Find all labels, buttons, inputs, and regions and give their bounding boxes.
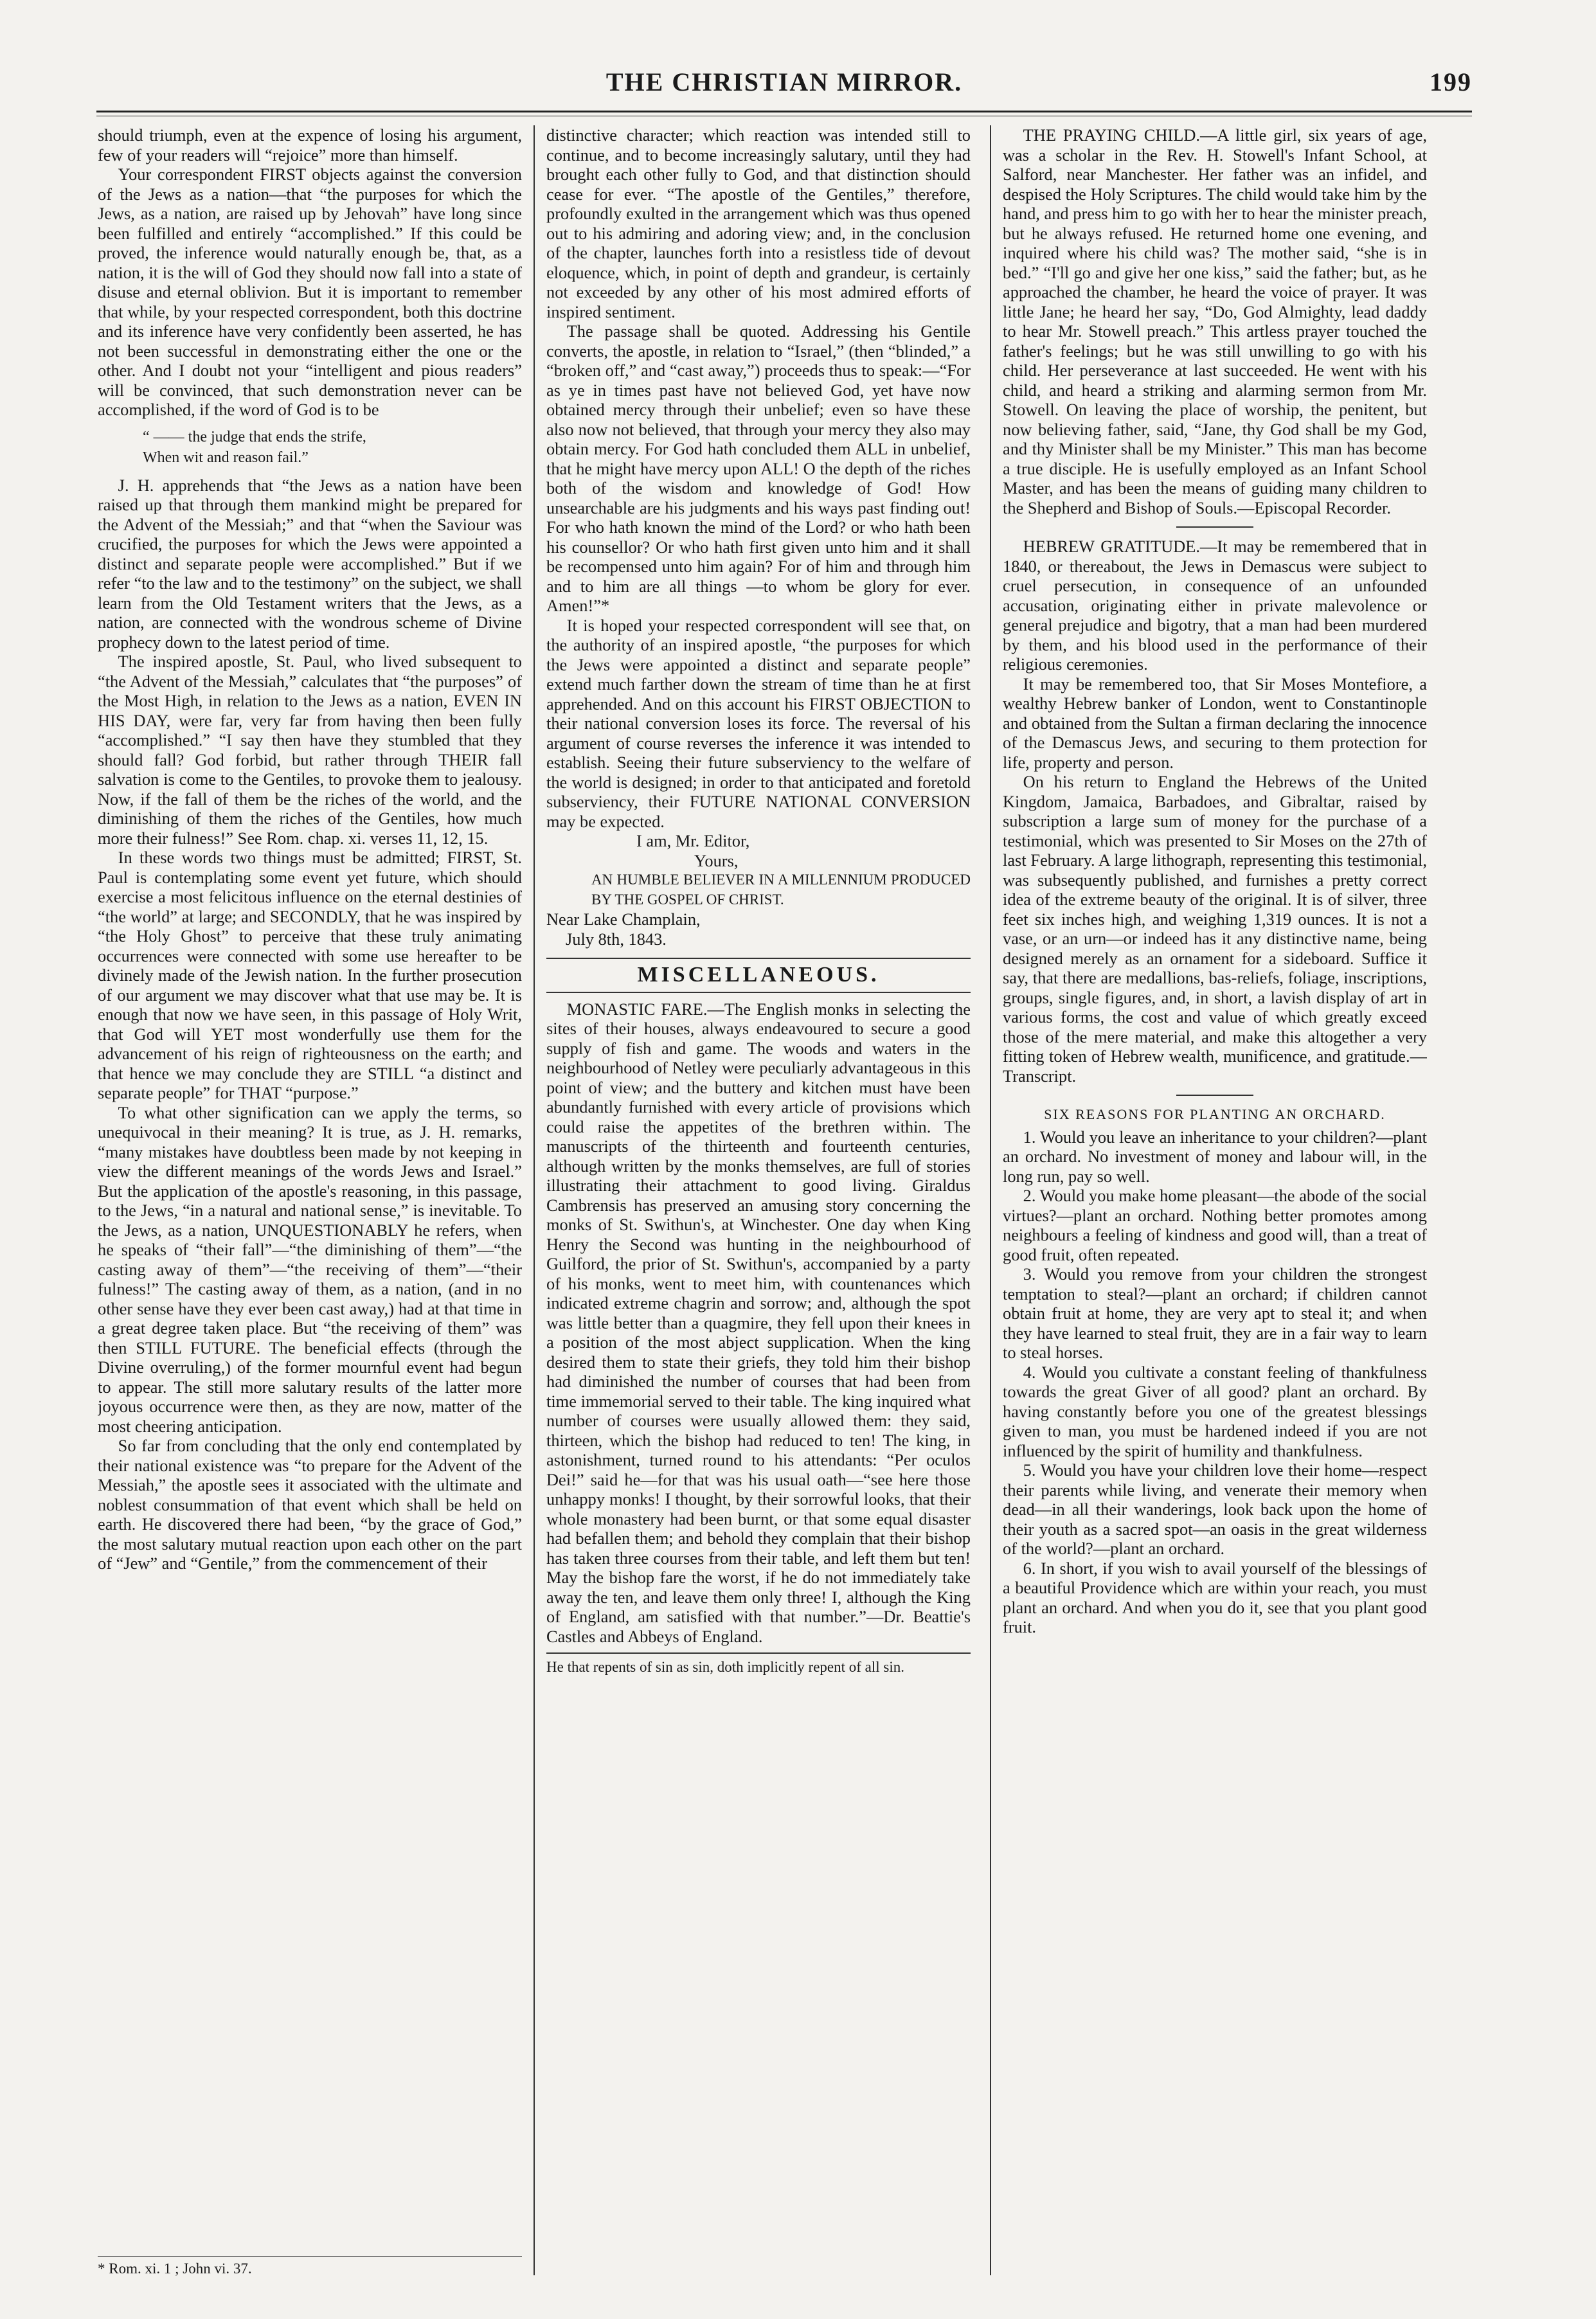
paragraph: It may be remembered too, that Sir Moses Montefiore, a wealthy Hebrew banker of London, went to Constantinople and obtained from the Sultan a firman declaring the innocence of the Demascus Jews, and securing to them protection for life, property and person. [1003,674,1427,772]
article-paragraph [1003,125,1427,517]
header-rule [96,111,1472,112]
poem-line: “ —— the judge that ends the strife, [143,428,366,445]
column-left [98,125,522,2266]
poem-line: When wit and reason fail.” [143,449,309,466]
list-item: 1. Would you leave an inheritance to your children?—plant an orchard. No investment of money and labour will, in the long run, pay so well. [1003,1127,1427,1186]
paragraph: The inspired apostle, St. Paul, who lived subsequent to “the Advent of the Messiah,” calculates that “the purposes” of the Most High, in relation to the Jews as a nation, EVEN IN HIS DAY, were far, very far from having then been fully “accomplished.” “I say then have they stumbled that they should fall? God forbid, but rather through THEIR fall salvation is come to the Gentiles, to provoke them to jealousy. Now, if the fall of them be the riches of the world, and the diminishing of them the riches of the Gentiles, how much more their fulness!” See Rom. chap. xi. verses 11, 12, 15. [98,652,522,848]
signature-name: AN HUMBLE BELIEVER IN A MILLENNIUM PRODUCED BY THE GOSPEL OF CHRIST. [591,872,971,908]
paragraph: On his return to England the Hebrews of the United Kingdom, Jamaica, Barbadoes, and Gibraltar, raised by subscription a large sum of money for the purchase of a testimonial, which was presented to Sir Moses on the 27th of last February. A large lithograph, representing this testimonial, was subsequently published, and furnishes a pretty correct idea of the extreme beauty of the original. It is of silver, three feet six inches high, and weighing 1,319 ounces. It is not a vase, or an urn—or indeed has it any distinctive name, being designed merely as an ornament for a sideboard. Suffice it say, that there are medallions, bas-reliefs, foliage, inscriptions, groups, single figures, and, in short, a lavish display of art in various forms, the cost and value of which greatly exceed those of the mere material, and make this altogether a very fitting token of Hebrew wealth, munificence, and gratitude.—Transcript. [1003,772,1427,1086]
paragraph: So far from concluding that the only end contemplated by their national existence was “to prepare for the Advent of the Messiah,” the apostle sees it associated with the ultimate and noblest consummation of that event which shall be held on earth. He discovered there had been, “by the grace of God,” the most salutary mutual reaction upon each other on the part of “Jew” and “Gentile,” from the commencement of their [98,1436,522,1573]
signature-line: I am, Mr. Editor, [636,831,750,850]
paragraph: J. H. apprehends that “the Jews as a nation have been raised up that through them mankind might be prepared for the Advent of the Messiah;” and that “when the Saviour was crucified, the purposes for which the Jews were appointed a distinct and separate people were accomplished.” But if we refer “to the law and to the testimony” on the subject, we shall learn from the Old Testament writers that the Jews, as a nation, are connected with the wondrous scheme of Divine prophecy down to the latest period of time. [98,475,522,652]
article-heading: HEBREW GRATITUDE. [1023,537,1200,556]
letter-place: Near Lake Champlain, [546,909,701,929]
list-item: 5. Would you have your children love their home—respect their parents while living, and venerate their memory when dead—in all their wanderings, look back upon the home of their youth as a sacred spot—an oasis in the great wilderness of the world?—plant an orchard. [1003,1460,1427,1558]
list-item: 4. Would you cultivate a constant feeling of thankfulness towards the great Giver of all good? plant an orchard. By having constantly before you one of the greatest blessings given to man, you must be hardened indeed if you are not influenced by the spirit of humility and thankfulness. [1003,1362,1427,1460]
article-text: —It may be remembered that in 1840, or thereabout, the Jews in Demascus were subject to cruel persecution, in consequence of an unfounded accusation, originating either in private malevolence or general prejudice and bigotry, that a man had been murdered by them, and his blood used in the performance of their religious ceremonies. [1003,537,1427,674]
divider [1176,526,1253,528]
section-banner: MISCELLANEOUS. [546,958,971,993]
page-title: THE CHRISTIAN MIRROR. [605,67,963,96]
list-item: 2. Would you make home pleasant—the abode of the social virtues?—plant an orchard. Nothing better promotes among neighbours a feeling of kindness and good will, than a treat of good fruit, often repeated. [1003,1186,1427,1264]
article-paragraph [1003,537,1427,674]
paragraph: should triumph, even at the expence of losing his argument, few of your readers will “rejoice” more than himself. [98,125,522,165]
paragraph: In these words two things must be admitted; FIRST, St. Paul is contemplating some event yet future, which should exercise a most felicitous influence on the eternal destinies of “the world” at large; and SECONDLY, that he was inspired by “the Holy Ghost” to perceive that these truly animating occurrences were connected with some use hereafter to be divinely made of the Jewish nation. In the further prosecution of our argument we may discover what that use may be. It is enough that now we have seen, in this passage of Holy Writ, that God will YET most wonderfully use them for the advancement of his reign of righteousness on the earth; and that hence we may conclude they are STILL “a distinct and separate people” for THAT “purpose.” [98,848,522,1102]
paragraph: Your correspondent FIRST objects against the conversion of the Jews as a nation—that “the purposes for which the Jews, as a nation, are raised up by Jehovah” have long since been fulfilled and entirely “accomplished.” If this could be proved, the inference would naturally enough be, that, as a nation, it is the will of God they should now fall into a state of disuse and eternal oblivion. But it is important to remember that while, by your respected correspondent, both this doctrine and its inference have very confidently been asserted, he has not been successful in demonstrating either the one or the other. And I doubt not your “intelligent and pious readers” will be convinced, that such demonstration never can be accomplished, if the word of God is to be [98,165,522,419]
column-middle [546,125,971,2266]
column-right [1003,125,1427,2266]
section-heading: SIX REASONS FOR PLANTING AN ORCHARD. [1044,1106,1386,1122]
list-item: 3. Would you remove from your children the strongest temptation to steal?—plant an orchard; if children cannot obtain fruit at home, they are very apt to steal it; and when they have learned to steal fruit, they are in a fair way to learn to steal horses. [1003,1264,1427,1362]
article-paragraph [546,999,971,1647]
page-number: 199 [1430,67,1472,96]
letter-date: July 8th, 1843. [566,929,667,949]
signature-line: Yours, [694,850,739,870]
bottom-note: He that repents of sin as sin, doth implicitly repent of all sin. [546,1652,971,1678]
column-divider [990,125,991,2275]
paragraph: To what other signification can we apply the terms, so unequivocal in their meaning? It is true, as J. H. remarks, “many mistakes have doubtless been made by not keeping in view the different meanings of the words Jews and Israel.” But the application of the apostle's reasoning, in this passage, to the Jews, “in a natural and national sense,” is inevitable. To the Jews, as a nation, UNQUESTIONABLY he refers, when he speaks of “their fall”—“the diminishing of them”—“the casting away of them”—“the receiving of them”—“their fulness!” The casting away of them, as a nation, (and in no other sense have they ever been cast away,) had at that time in a great degree taken place. But “the receiving of them” was then STILL FUTURE. The beneficial effects (through the Divine overruling,) of the former mournful event had begun to appear. The still more salutary results of the latter more joyous occurrence were then, as they are now, matter of the most cheering anticipation. [98,1102,522,1436]
article-heading: MONASTIC FARE. [566,999,708,1019]
column-divider [533,125,535,2275]
article-heading: THE PRAYING CHILD. [1023,125,1200,145]
footnote: * Rom. xi. 1 ; John vi. 37. [98,2256,522,2277]
article-text: —A little girl, six years of age, was a scholar in the Rev. H. Stowell's Infant School, at Salford, near Manchester. Her father was an infidel, and despised the Holy Scriptures. The child would take him by the hand, and press him to go with her to hear the minister preach, but he always refused. He returned home one evening, and inquired where his child was? The mother said, “she is in bed.” “I'll go and give her one kiss,” said the father; but, as he approached the chamber, he heard the voice of prayer. It was little Jane; he heard her say, “Do, God Almighty, lead daddy to hear Mr. Stowell preach.” This artless prayer touched the father's feelings; but he was still unwilling to go with his child. Her perseverance at last succeeded. He went with his child, and heard a striking and alarming sermon from Mr. Stowell. On leaving the place of worship, the penitent, but now believing father, said, “Jane, thy God shall be my God, and thy Minister shall be my Minister.” This man has become a true disciple. He is usefully employed as an Infant School Master, and has been the means of guiding many children to the Shepherd and Bishop of Souls.—Episcopal Recorder. [1003,125,1427,517]
paragraph: It is hoped your respected correspondent will see that, on the authority of an inspired apostle, “the purposes for which the Jews were appointed a distinct and separate people” extend much farther down the stream of time than he at first apprehended. And on this account his FIRST OBJECTION to their national conversion loses its force. The reversal of his argument of course reverses the inference it was intended to establish. Seeing their future subserviency to the welfare of the world is designed; in order to that anticipated and foretold subserviency, their FUTURE NATIONAL CONVERSION may be expected. [546,615,971,831]
paragraph: distinctive character; which reaction was intended still to continue, and to become increasingly salutary, until they had brought each other fully to God, and that distinction should cease for ever. “The apostle of the Gentiles,” therefore, profoundly exulted in the arrangement which was thus opened out to his admiring and adoring view; and, in the conclusion of the chapter, launches forth into a resistless tide of devout eloquence, which, in point of depth and grandeur, is certainly not exceeded by any other of his most admired efforts of inspired sentiment. [546,125,971,321]
list-item: 6. In short, if you wish to avail yourself of the blessings of a beautiful Providence which are within your reach, you must plant an orchard. And when you do it, see that you plant good fruit. [1003,1558,1427,1636]
article-text: —The English monks in selecting the sites of their houses, always endeavoured to secure a good supply of fish and game. The woods and waters in the neighbourhood of Netley were peculiarly advantageous in this point of view; and the buttery and kitchen must have been abundantly furnished with every article of provisions which could raise the appetites of the brethren within. The manuscripts of the thirteenth and fourteenth centuries, although written by the monks themselves, are full of stories illustrating their attachment to good living. Giraldus Cambrensis has preserved an amusing story concerning the monks of St. Swithun's, at Winchester. One day when King Henry the Second was hunting in the neighbourhood of Guilford, the prior of St. Swithun's, accompanied by a party of his monks, went to meet him, with countenances which indicated extreme chagrin and sorrow; and, although the spot was little better than a quagmire, they fell upon their knees in a position of the most abject supplication. When the king desired them to state their griefs, they told him their bishop had diminished the number of courses that had been from time immemorial served to their table. The king inquired what number of courses were usually allowed them: they said, thirteen, which the bishop had reduced to ten! The king, in astonishment, turned round to his attendants: “Per oculos Dei!” said he—for that was his usual oath—“see here those unhappy monks! I thought, by their sorrowful looks, that their whole monastery had been burnt, or that some equal disaster had befallen them; and behold they complain that their bishop has taken three courses from their table, and left them but ten! May the bishop fare the worst, if he do not immediately take away the ten, and leave them only three! I, although the King of England, am satisfied with that number.”—Dr. Beattie's Castles and Abbeys of England. [546,999,971,1646]
paragraph: The passage shall be quoted. Addressing his Gentile converts, the apostle, in relation to “Israel,” (then “blinded,” a “broken off,” and “cast away,”) proceeds thus to speak:—“For as ye in times past have not believed God, yet have now obtained mercy through their unbelief; even so have these also now not believed, that through your mercy they also may obtain mercy. For God hath concluded them ALL in unbelief, that he might have mercy upon ALL! O the depth of the riches both of the wisdom and knowledge of God! How unsearchable are his judgments and his ways past finding out! For who hath known the mind of the Lord? or who hath been his counsellor? Or who hath first given unto him and it shall be recompensed unto him again? For of him and through him and to him are all things —to whom be glory for ever. Amen!”* [546,321,971,615]
page-header [96,51,1472,109]
divider [1176,1095,1253,1096]
